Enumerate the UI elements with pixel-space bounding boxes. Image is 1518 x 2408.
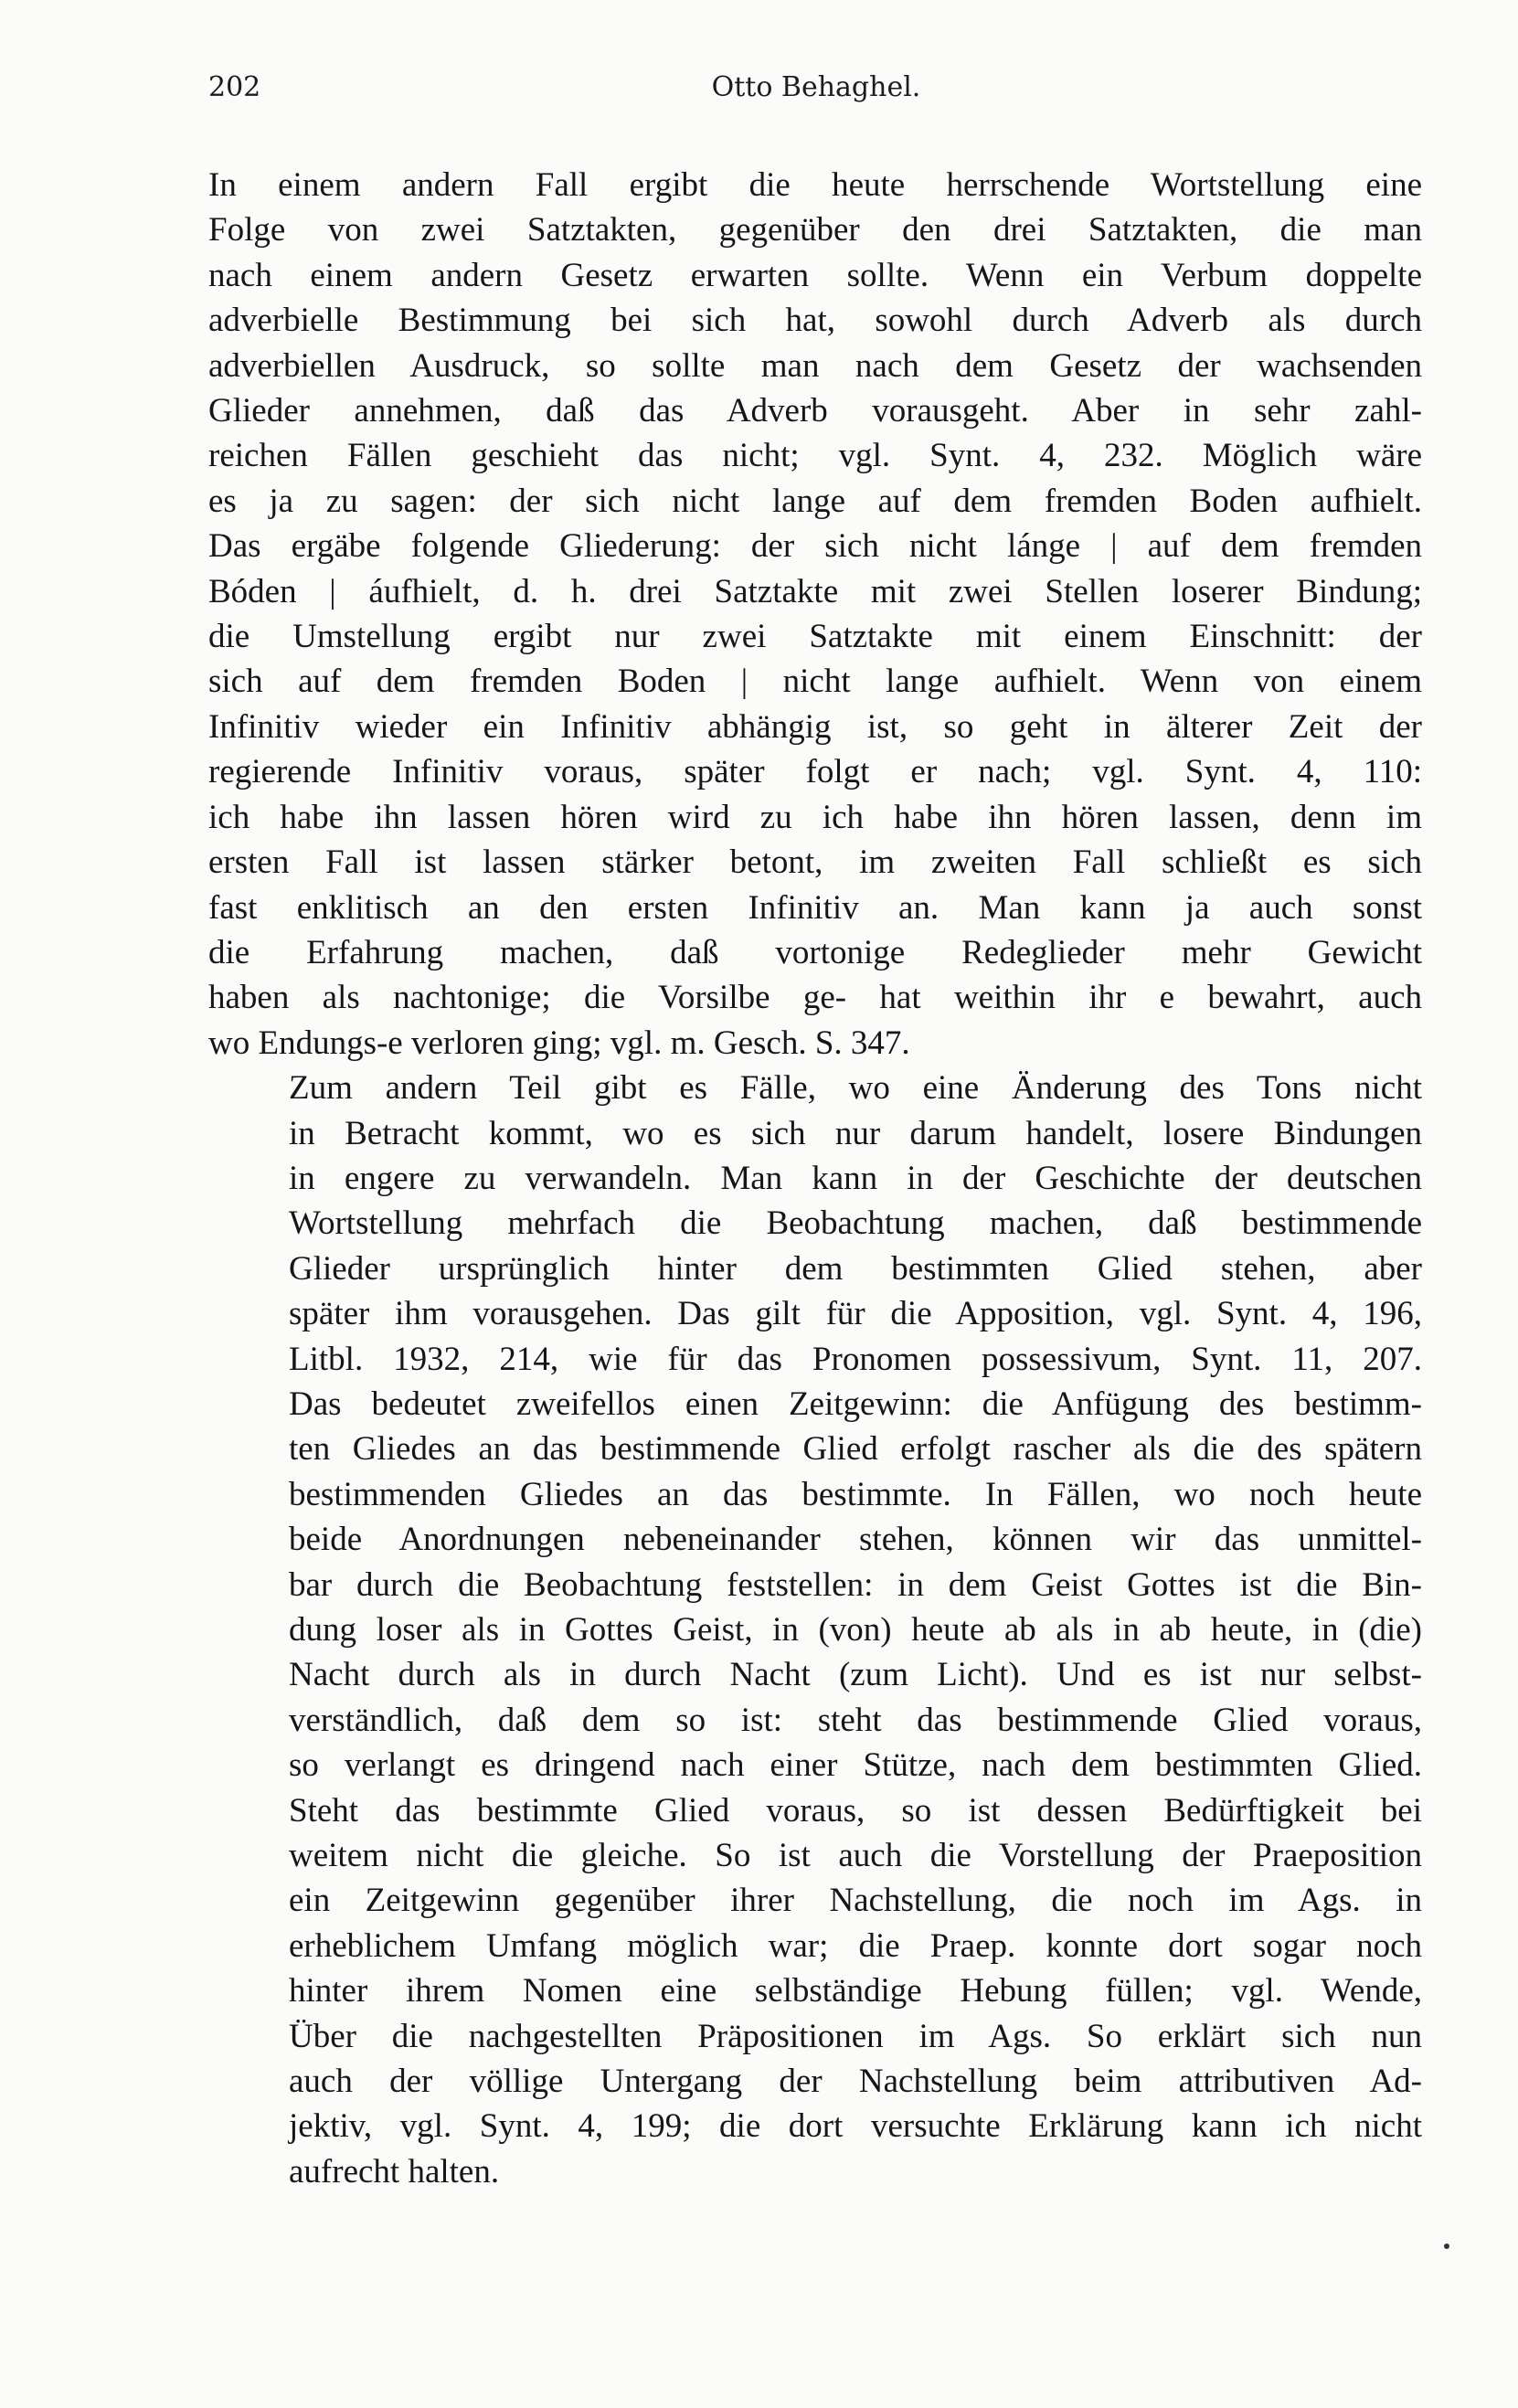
text-line: auch der völlige Untergang der Nachstellung beim attributiven Ad- (289, 2063, 1422, 2101)
text-line: Infinitiv wieder ein Infinitiv abhängig ist, so geht in älterer Zeit der (208, 707, 1422, 746)
text-line: Das ergäbe folgende Gliederung: der sich nicht lánge | auf dem fremden (208, 527, 1422, 566)
text-line: hinter ihrem Nomen eine selbständige Hebung füllen; vgl. Wende, (289, 1972, 1422, 2010)
text-line: ersten Fall ist lassen stärker betont, im zweiten Fall schließt es sich (208, 843, 1422, 882)
text-line: Steht das bestimmte Glied voraus, so ist dessen Bedürftigkeit bei (289, 1791, 1422, 1830)
text-line: ten Gliedes an das bestimmende Glied erfolgt rascher als die des spätern (289, 1430, 1422, 1469)
text-line: in engere zu verwandeln. Man kann in der Geschichte der deutschen (289, 1159, 1422, 1197)
ink-speck (1444, 2244, 1449, 2249)
text-line: weitem nicht die gleiche. So ist auch die Vorstellung der Praeposition (289, 1837, 1422, 1875)
text-line: Glieder annehmen, daß das Adverb vorausgeht. Aber in sehr zahl- (208, 392, 1422, 430)
text-line: verständlich, daß dem so ist: steht das bestimmende Glied voraus, (289, 1701, 1422, 1739)
text-line: später ihm vorausgehen. Das gilt für die Apposition, vgl. Synt. 4, 196, (289, 1295, 1422, 1333)
text-line: jektiv, vgl. Synt. 4, 199; die dort versuchte Erklärung kann ich nicht (289, 2107, 1422, 2146)
text-line: Das bedeutet zweifellos einen Zeitgewinn: die Anfügung des bestimm- (289, 1384, 1422, 1423)
text-line: die Umstellung ergibt nur zwei Satztakte mit einem Einschnitt: der (208, 618, 1422, 656)
text-line: erheblichem Umfang möglich war; die Praep. konnte dort sogar noch (289, 1926, 1422, 1965)
text-line: fast enklitisch an den ersten Infinitiv an. Man kann ja auch sonst (208, 888, 1422, 927)
text-line: In einem andern Fall ergibt die heute herrschende Wortstellung eine (208, 166, 1422, 204)
text-line: reichen Fällen geschieht das nicht; vgl. Synt. 4, 232. Möglich wäre (208, 437, 1422, 475)
text-line: sich auf dem fremden Boden | nicht lange aufhielt. Wenn von einem (208, 663, 1422, 701)
text-line: Zum andern Teil gibt es Fälle, wo eine Änderung des Tons nicht (289, 1069, 1422, 1108)
text-line: nach einem andern Gesetz erwarten sollte. Wenn ein Verbum doppelte (208, 256, 1422, 294)
text-line: regierende Infinitiv voraus, später folgt er nach; vgl. Synt. 4, 110: (208, 753, 1422, 791)
text-line: Nacht durch als in durch Nacht (zum Licht). Und es ist nur selbst- (289, 1656, 1422, 1694)
text-line: aufrecht halten. (289, 2152, 500, 2191)
text-line: Folge von zwei Satztakten, gegenüber den drei Satztakten, die man (208, 211, 1422, 249)
text-line: adverbiellen Ausdruck, so sollte man nach dem Gesetz der wachsenden (208, 346, 1422, 385)
paragraph-2 (208, 1066, 1422, 2194)
text-line: Glieder ursprünglich hinter dem bestimmten Glied stehen, aber (289, 1249, 1422, 1288)
running-head: Otto Behaghel. (711, 71, 921, 103)
page-number: 202 (208, 71, 261, 103)
text-line: adverbielle Bestimmung bei sich hat, sowohl durch Adverb als durch (208, 302, 1422, 340)
text-line: Litbl. 1932, 214, wie für das Pronomen possessivum, Synt. 11, 207. (289, 1340, 1422, 1378)
text-line: Bóden | áufhielt, d. h. drei Satztakte mit zwei Stellen loserer Bindung; (208, 572, 1422, 610)
text-line: so verlangt es dringend nach einer Stütze, nach dem bestimmten Glied. (289, 1746, 1422, 1785)
text-line: es ja zu sagen: der sich nicht lange auf dem fremden Boden aufhielt. (208, 482, 1422, 520)
text-line: Über die nachgestellten Präpositionen im Ags. So erklärt sich nun (289, 2017, 1422, 2055)
text-line: die Erfahrung machen, daß vortonige Redeglieder mehr Gewicht (208, 933, 1422, 971)
text-line: beide Anordnungen nebeneinander stehen, können wir das unmittel- (289, 1521, 1422, 1559)
text-line: bestimmenden Gliedes an das bestimmte. In Fällen, wo noch heute (289, 1475, 1422, 1513)
text-line: bar durch die Beobachtung feststellen: in dem Geist Gottes ist die Bin- (289, 1565, 1422, 1604)
paragraph-1 (208, 163, 1422, 1066)
text-line: in Betracht kommt, wo es sich nur darum handelt, losere Bindungen (289, 1114, 1422, 1152)
text-line: ich habe ihn lassen hören wird zu ich habe ihn hören lassen, denn im (208, 798, 1422, 836)
text-line: ein Zeitgewinn gegenüber ihrer Nachstellung, die noch im Ags. in (289, 1882, 1422, 1920)
text-line: haben als nachtonige; die Vorsilbe ge- hat weithin ihr e bewahrt, auch (208, 979, 1422, 1017)
text-line: wo Endungs-e verloren ging; vgl. m. Gesch. S. 347. (208, 1024, 910, 1062)
body-text (208, 163, 1422, 2194)
page-header (208, 71, 1424, 117)
text-line: dung loser als in Gottes Geist, in (von) heute ab als in ab heute, in (die) (289, 1611, 1422, 1649)
text-line: Wortstellung mehrfach die Beobachtung machen, daß bestimmende (289, 1204, 1422, 1243)
